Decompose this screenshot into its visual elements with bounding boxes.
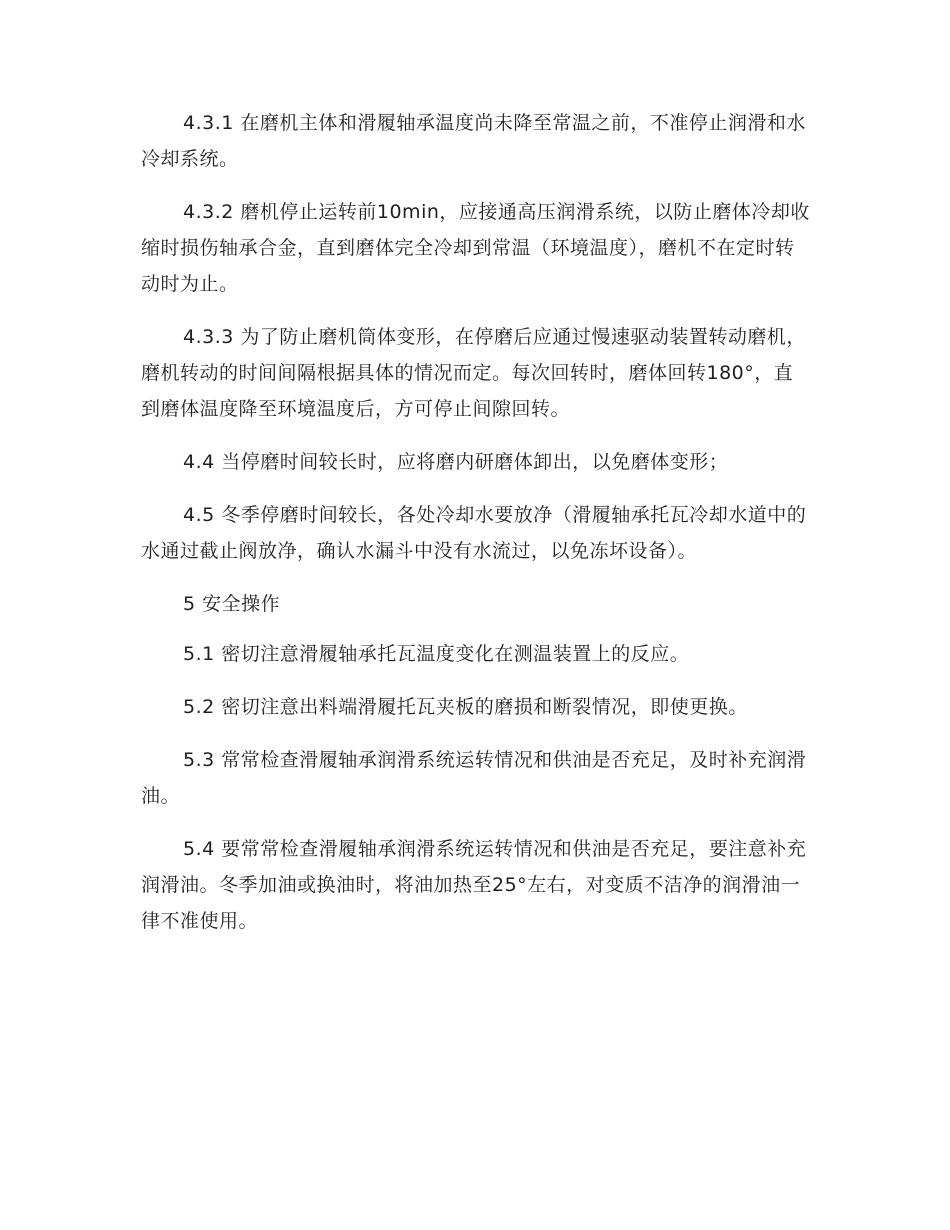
paragraph-5-1: 5.1 密切注意滑履轴承托瓦温度变化在测温装置上的反应。 [183, 643, 690, 665]
section-heading-5: 5 安全操作 [183, 593, 281, 615]
paragraph-4-4: 4.4 当停磨时间较长时，应将磨内研磨体卸出，以免磨体变形； [183, 451, 729, 473]
paragraph-4-3-2: 4.3.2 磨机停止运转前10min，应接通高压润滑系统，以防止磨体冷却收缩时损伤轴承合金，直到磨体完全冷却到常温（环境温度），磨机不在定时转动时为止。 [141, 201, 810, 295]
paragraph-5-2: 5.2 密切注意出料端滑履托瓦夹板的磨损和断裂情况，即使更换。 [183, 696, 748, 718]
paragraph-5-3: 5.3 常常检查滑履轴承润滑系统运转情况和供油是否充足，及时补充润滑油。 [141, 749, 807, 807]
paragraph-4-3-3: 4.3.3 为了防止磨机筒体变形，在停磨后应通过慢速驱动装置转动磨机，磨机转动的时间间隔根据具体的情况而定。每次回转时，磨体回转180°，直到磨体温度降至环境温度后，方可停止间隙回转。 [141, 326, 806, 420]
document-body [141, 105, 811, 956]
paragraph-4-3-1: 4.3.1 在磨机主体和滑履轴承温度尚未降至常温之前，不准停止润滑和水冷却系统。 [141, 112, 806, 170]
paragraph-4-5: 4.5 冬季停磨时间较长，各处冷却水要放净（滑履轴承托瓦冷却水道中的水通过截止阀放净，确认水漏斗中没有水流过，以免冻坏设备）。 [141, 504, 807, 562]
paragraph-5-4: 5.4 要常常检查滑履轴承润滑系统运转情况和供油是否充足，要注意补充润滑油。冬季加油或换油时，将油加热至25°左右，对变质不洁净的润滑油一律不准使用。 [141, 838, 807, 932]
